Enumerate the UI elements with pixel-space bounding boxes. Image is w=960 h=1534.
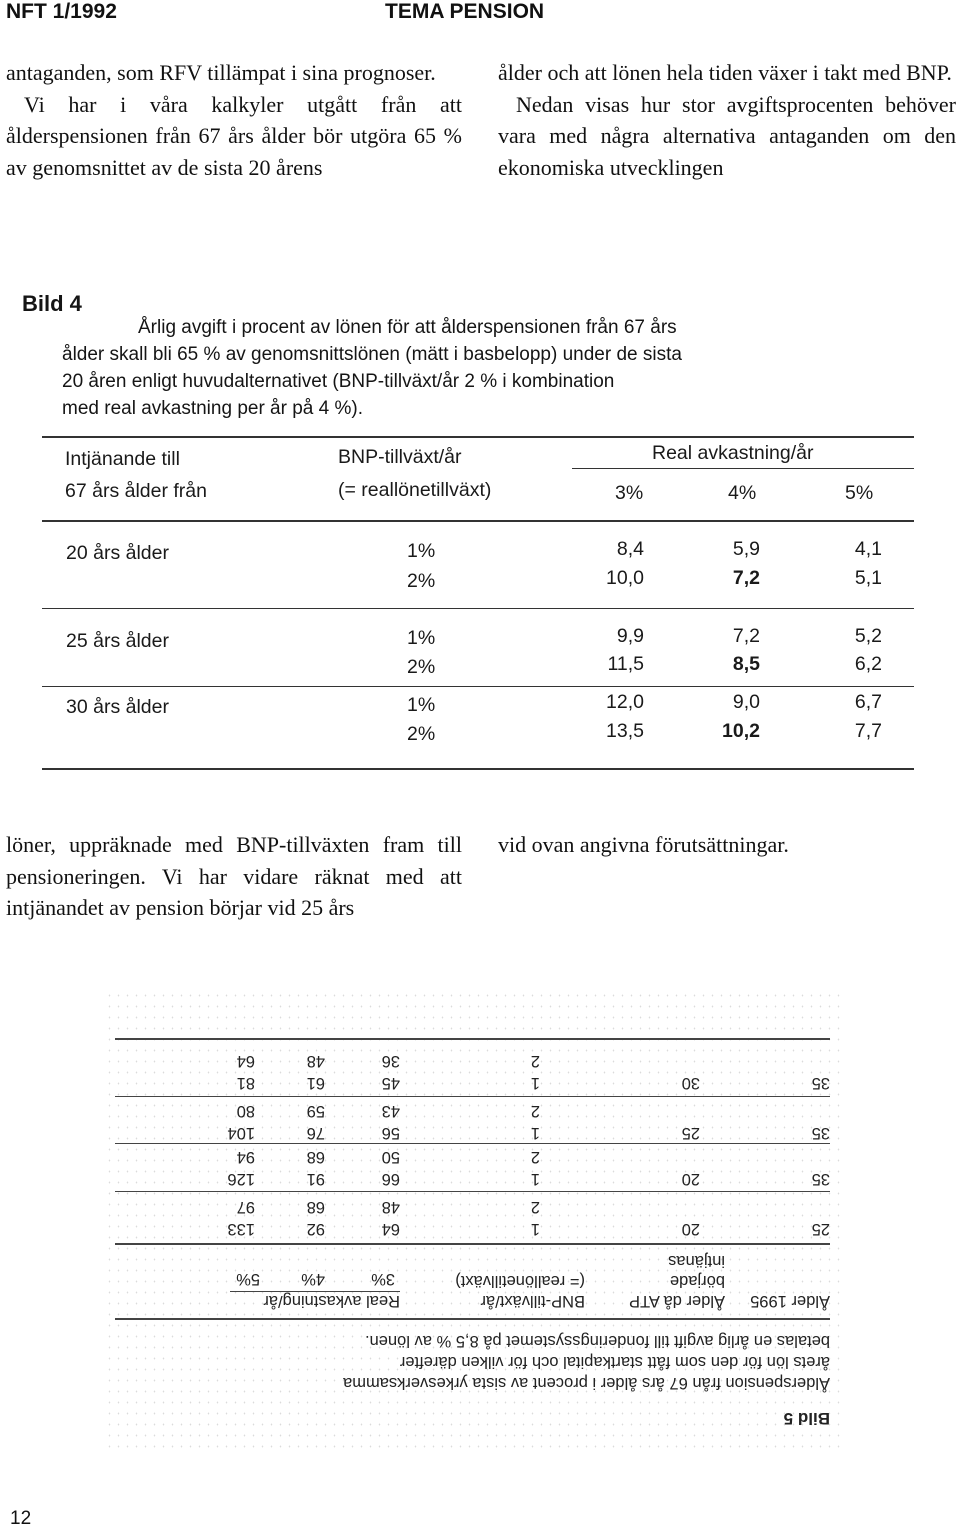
value-cell: 80: [236, 1102, 255, 1120]
figure-caption-line: ålder skall bli 65 % av genomsnittslönen (mätt i basbelopp) under de sista: [62, 344, 682, 365]
growth-cell: 1: [530, 1170, 540, 1188]
column-header: BNP-tillväxt/år: [480, 1292, 585, 1310]
value-cell: 64: [236, 1052, 255, 1070]
growth-cell: 2%: [407, 723, 436, 745]
paragraph: antaganden, som RFV tillämpat i sina prognoser.: [6, 60, 436, 85]
column-header: började: [669, 1272, 725, 1290]
value-cell: 48: [381, 1198, 400, 1216]
age-cell: 35: [811, 1074, 830, 1092]
age-cell: 35: [811, 1124, 830, 1142]
section-title: TEMA PENSION: [385, 0, 545, 23]
return-header: 3%: [615, 482, 644, 504]
value-cell: 6,7: [854, 691, 882, 713]
column-header: intjänas: [668, 1252, 725, 1270]
value-cell: 81: [236, 1074, 255, 1092]
value-cell: 76: [306, 1124, 325, 1142]
return-header: 4%: [728, 482, 757, 504]
value-cell: 9,0: [732, 691, 760, 713]
value-cell: 68: [306, 1148, 325, 1166]
value-cell: 7,2: [732, 567, 760, 589]
value-cell: 7,7: [854, 720, 882, 742]
value-cell: 5,1: [854, 567, 882, 589]
value-cell: 9,9: [616, 625, 644, 647]
value-cell: 126: [227, 1170, 255, 1188]
growth-cell: 2%: [407, 570, 436, 592]
table-rule: [115, 1191, 830, 1192]
value-cell: 92: [306, 1220, 325, 1238]
value-cell: 45: [381, 1074, 400, 1092]
table-rule: [115, 1096, 830, 1097]
table-rule: [42, 686, 914, 687]
value-cell: 91: [306, 1170, 325, 1188]
right-column-top: [498, 57, 956, 183]
figure-caption-line: betalas en årlig avgift till fonderingssystemet på 8,5 % av lönen.: [364, 1332, 830, 1350]
figure-caption-line: med real avkastning per år på 4 %).: [62, 398, 363, 419]
figure-caption-line: Ålderspension från 67 års ålder i procent av sista yrkesverksamma: [343, 1374, 830, 1392]
column-header: Intjänande till: [65, 448, 180, 470]
value-cell: 64: [381, 1220, 400, 1238]
table-rule: [230, 1291, 400, 1292]
growth-cell: 1: [530, 1124, 540, 1142]
return-header: 5%: [236, 1270, 260, 1288]
growth-cell: 1: [530, 1220, 540, 1238]
value-cell: 12,0: [606, 691, 644, 713]
value-cell: 43: [381, 1102, 400, 1120]
paragraph: ålder och att lönen hela tiden växer i takt med BNP.: [498, 60, 952, 85]
value-cell: 8,5: [732, 653, 760, 675]
figure-label: Bild 5: [783, 1409, 830, 1428]
value-cell: 13,5: [606, 720, 644, 742]
value-cell: 6,2: [854, 653, 882, 675]
value-cell: 56: [381, 1124, 400, 1142]
right-column-bottom: [498, 829, 956, 861]
growth-cell: 1%: [407, 540, 436, 562]
atp-cell: 30: [681, 1074, 700, 1092]
age-group-label: 30 års ålder: [66, 696, 169, 718]
page-number: 12: [10, 1508, 32, 1529]
growth-cell: 1%: [407, 627, 436, 649]
column-header: BNP-tillväxt/år: [338, 446, 462, 468]
atp-cell: 25: [681, 1124, 700, 1142]
left-column-top: [6, 57, 462, 183]
growth-cell: 2: [530, 1198, 540, 1216]
figure-caption-line: 20 åren enligt huvudalternativet (BNP-tillväxt/år 2 % i kombination: [62, 371, 615, 392]
age-cell: 35: [811, 1170, 830, 1188]
atp-cell: 20: [681, 1220, 700, 1238]
return-header: 5%: [845, 482, 874, 504]
growth-cell: 1%: [407, 694, 436, 716]
table-rule: [42, 436, 914, 438]
value-cell: 10,0: [606, 567, 644, 589]
table-rule: [42, 768, 914, 770]
value-cell: 5,9: [732, 538, 760, 560]
table-rule: [115, 1318, 830, 1320]
table-rule: [115, 1243, 830, 1245]
growth-cell: 2%: [407, 656, 436, 678]
value-cell: 7,2: [732, 625, 760, 647]
value-cell: 5,2: [854, 625, 882, 647]
table-rule: [572, 468, 914, 469]
figure-caption-line: Årlig avgift i procent av lönen för att ålderspensionen från 67 års: [138, 317, 677, 338]
column-header: Ålder 1995: [750, 1292, 830, 1310]
value-cell: 11,5: [607, 653, 644, 675]
value-cell: 48: [306, 1052, 325, 1070]
figure-caption-line: årets lön för den som fått startkapital och för vilken därefter: [399, 1353, 830, 1371]
age-group-label: 25 års ålder: [66, 630, 169, 652]
value-cell: 97: [236, 1198, 255, 1216]
value-cell: 61: [306, 1074, 325, 1092]
column-header: 67 års ålder från: [65, 480, 207, 502]
value-cell: 66: [381, 1170, 400, 1188]
column-header: (= reallönetillväxt): [338, 479, 492, 501]
paragraph: löner, uppräknade med BNP-tillväxten fram till pensioneringen. Vi har vidare räknat med att intjänandet av pension börjar vid 25 års: [6, 832, 462, 920]
table-rule: [115, 1038, 830, 1040]
value-cell: 59: [306, 1102, 325, 1120]
value-cell: 50: [381, 1148, 400, 1166]
paragraph: vid ovan angivna förutsättningar.: [498, 832, 789, 857]
value-cell: 4,1: [854, 538, 882, 560]
age-group-label: 20 års ålder: [66, 542, 169, 564]
value-cell: 94: [236, 1148, 255, 1166]
growth-cell: 2: [530, 1102, 540, 1120]
left-column-bottom: [6, 829, 462, 924]
value-cell: 8,4: [616, 538, 644, 560]
age-cell: 25: [811, 1220, 830, 1238]
paragraph: Nedan visas hur stor avgiftsprocenten behöver vara med några alternativa antaganden om den ekonomiska utvecklingen: [498, 91, 956, 180]
return-header: 3%: [371, 1270, 395, 1288]
table-rule: [115, 1143, 830, 1144]
paragraph: Vi har i våra kalkyler utgått från att ålderspensionen från 67 års ålder bör utgöra 65 % av genomsnittet av de sista 20 årens: [6, 91, 462, 180]
table-rule: [42, 608, 914, 609]
atp-cell: 20: [681, 1170, 700, 1188]
column-header: (= reallönetillväxt): [455, 1272, 585, 1290]
growth-cell: 1: [530, 1074, 540, 1092]
figure-label: Bild 4: [22, 291, 82, 316]
value-cell: 104: [227, 1124, 255, 1142]
journal-issue: NFT 1/1992: [6, 0, 117, 23]
column-header: Real avkastning/år: [652, 442, 814, 464]
column-header: Real avkastning/år: [263, 1292, 400, 1310]
column-header: Ålder då ATP: [629, 1292, 725, 1310]
return-header: 4%: [301, 1270, 325, 1288]
figure-bild5-rotated: [105, 990, 840, 1450]
growth-cell: 2: [530, 1052, 540, 1070]
table-rule: [42, 520, 914, 522]
growth-cell: 2: [530, 1148, 540, 1166]
value-cell: 10,2: [722, 720, 760, 742]
value-cell: 133: [227, 1220, 255, 1238]
value-cell: 68: [306, 1198, 325, 1216]
value-cell: 36: [381, 1052, 400, 1070]
